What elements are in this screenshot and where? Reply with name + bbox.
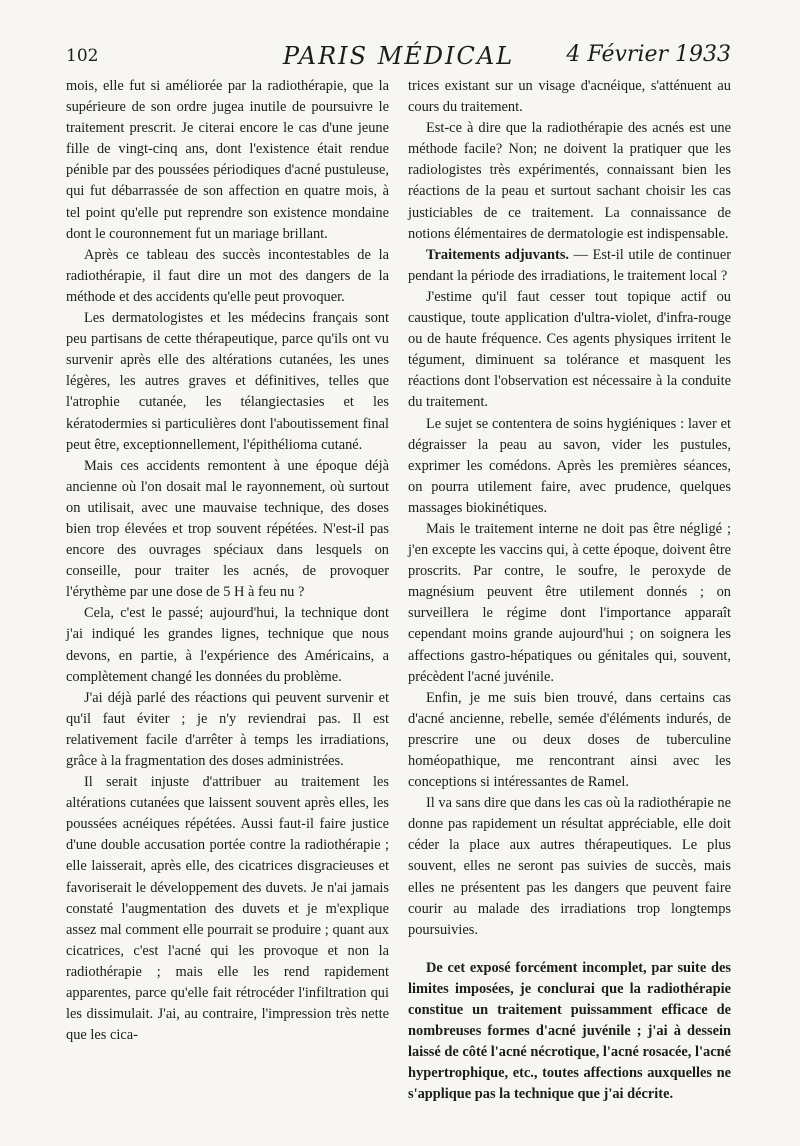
paragraph: mois, elle fut si améliorée par la radiothérapie, que la supérieure de son ordre jugea inutile de poursuivre le traitement prescrit. Je citerai encore le cas d'une jeune fille de vingt-cinq ans, dont l'existence était rendue pénible par des poussées périodiques d'acné pustuleuse, qui fut débarrassée de son affection en quatre mois, à tel point qu'elle put reprendre son existence mondaine dont le couronnement fut un mariage brillant. bbox=[66, 78, 389, 242]
paragraph: Le sujet se contentera de soins hygiéniques : laver et dégraisser la peau au savon, vider les pustules, exprimer les comédons. Après les premières séances, on pourra utilement faire, avec prudence, quelques massages biokinétiques. bbox=[408, 415, 731, 516]
paragraph: Il serait injuste d'attribuer au traitement les altérations cutanées que laissent souvent après elles, les poussées acnéiques répétées. Aussi faut-il faire justice d'une double accusation portée contre la radiothérapie ; elle laisserait, après elle, des cicatrices disgracieuses et favoriserait le développement des duvets. Je n'ai jamais constaté l'augmentation des duvets et je m'explique assez mal comment elle pourrait se produire ; quant aux cicatrices, c'est l'acné qui les provoque et non la radiothérapie ; mais elle les rend rapidement apparentes, parce qu'elle fait rétrocéder l'infiltration qui les dissimulait. J'ai, au contraire, l'impression très nette que les cica- bbox=[66, 774, 389, 1044]
journal-title: PARIS MÉDICAL bbox=[282, 42, 515, 70]
paragraph: J'ai déjà parlé des réactions qui peuvent survenir et qu'il faut éviter ; je n'y reviendrai pas. Il est relativement facile d'arrêter à temps les irradiations, grâce à la fragmentation des doses administrées. bbox=[66, 689, 389, 769]
page-header bbox=[66, 40, 731, 74]
paragraph: Enfin, je me suis bien trouvé, dans certains cas d'acné ancienne, rebelle, semée d'éléments indurés, de prescrire une ou deux doses de tuberculine homéopathique, me rencontrant ainsi avec les conceptions si intéressantes de Ramel. bbox=[408, 689, 731, 791]
paragraph: trices existant sur un visage d'acnéique, s'atténuent au cours du traitement. bbox=[408, 78, 731, 116]
page-number: 102 bbox=[66, 46, 99, 66]
section-intro: — Est-il utile de continuer pendant la période des irradiations, le traitement local ? bbox=[408, 246, 732, 284]
paragraph: Il va sans dire que dans les cas où la radiothérapie ne donne pas rapidement un résultat appréciable, elle doit céder la place aux autres thérapeutiques. Le plus souvent, elles ne seront pas suivies de succès, mais elles ne présentent pas les dangers que peuvent faire courir au malade des irradiations trop longtemps poursuivies. bbox=[408, 795, 731, 938]
conclusion-paragraph: De cet exposé forcément incomplet, par suite des limites imposées, je conclurai que la radiothérapie constitue un traitement puissamment efficace de nombreuses formes d'acné juvénile ; j'ai à dessein laissé de côté l'acné nécrotique, l'acné rosacée, l'acné hypertrophique, etc., toutes affections auxquelles ne s'applique pas la technique que j'ai décrite. bbox=[408, 959, 731, 1103]
left-column bbox=[66, 76, 389, 1046]
paragraph: Est-ce à dire que la radiothérapie des acnés est une méthode facile? Non; ne doivent la pratiquer que les radiologistes très expérimentés, connaissant bien les réactions de la peau et surtout sachant choisir les cas justiciables de ce traitement. La connaissance de notions élémentaires de dermatologie est indispensable. bbox=[408, 120, 731, 242]
issue-date: 4 Février 1933 bbox=[566, 42, 731, 67]
paragraph: Après ce tableau des succès incontestables de la radiothérapie, il faut dire un mot des dangers de la méthode et des accidents qu'elle peut provoquer. bbox=[66, 246, 389, 305]
section-paragraph bbox=[408, 245, 731, 287]
paragraph: Mais le traitement interne ne doit pas être négligé ; j'en excepte les vaccins qui, à cette époque, doivent être proscrits. Par contre, le soufre, le peroxyde de magnésium peuvent être utilement donnés ; on surveillera le régime dont l'importance apparaît cependant moins grande aujourd'hui ; on soignera les affections gastro-hépatiques ou génitales qui, souvent, précèdent l'acné juvénile. bbox=[408, 520, 731, 685]
right-column bbox=[408, 76, 731, 1106]
paragraph: Mais ces accidents remontent à une époque déjà ancienne où l'on dosait mal le rayonnement, où surtout on utilisait, avec une mauvaise technique, des doses bien trop élevées et trop souvent répétées. N'est-il pas encore des ouvrages spéciaux dans lesquels on conseille, pour traiter les acnés, de provoquer l'érythème par une dose de 5 H à feu nu ? bbox=[66, 457, 389, 601]
paragraph: J'estime qu'il faut cesser tout topique actif ou caustique, toute application d'ultra-violet, d'infra-rouge ou de haute fréquence. Ces agents physiques irritent le tégument, diminuent sa tolérance et masquent les réactions dont l'observation est nécessaire à la conduite du traitement. bbox=[408, 288, 731, 411]
section-heading: Traitements adjuvants. bbox=[426, 246, 570, 263]
paragraph: Cela, c'est le passé; aujourd'hui, la technique dont j'ai indiqué les grandes lignes, technique que nous devons, en partie, à l'expérience des Américains, a complètement changé les données du problème. bbox=[66, 605, 389, 685]
paragraph: Les dermatologistes et les médecins français sont peu partisans de cette thérapeutique, parce qu'ils ont vu survenir après elle des altérations cutanées, les unes légères, les autres graves et définitives, telles que l'atrophie cutanée, les télangiectasies et les kératodermies si particulières dont l'aboutissement final peut être, exceptionnellement, l'épithélioma cutané. bbox=[66, 310, 389, 453]
